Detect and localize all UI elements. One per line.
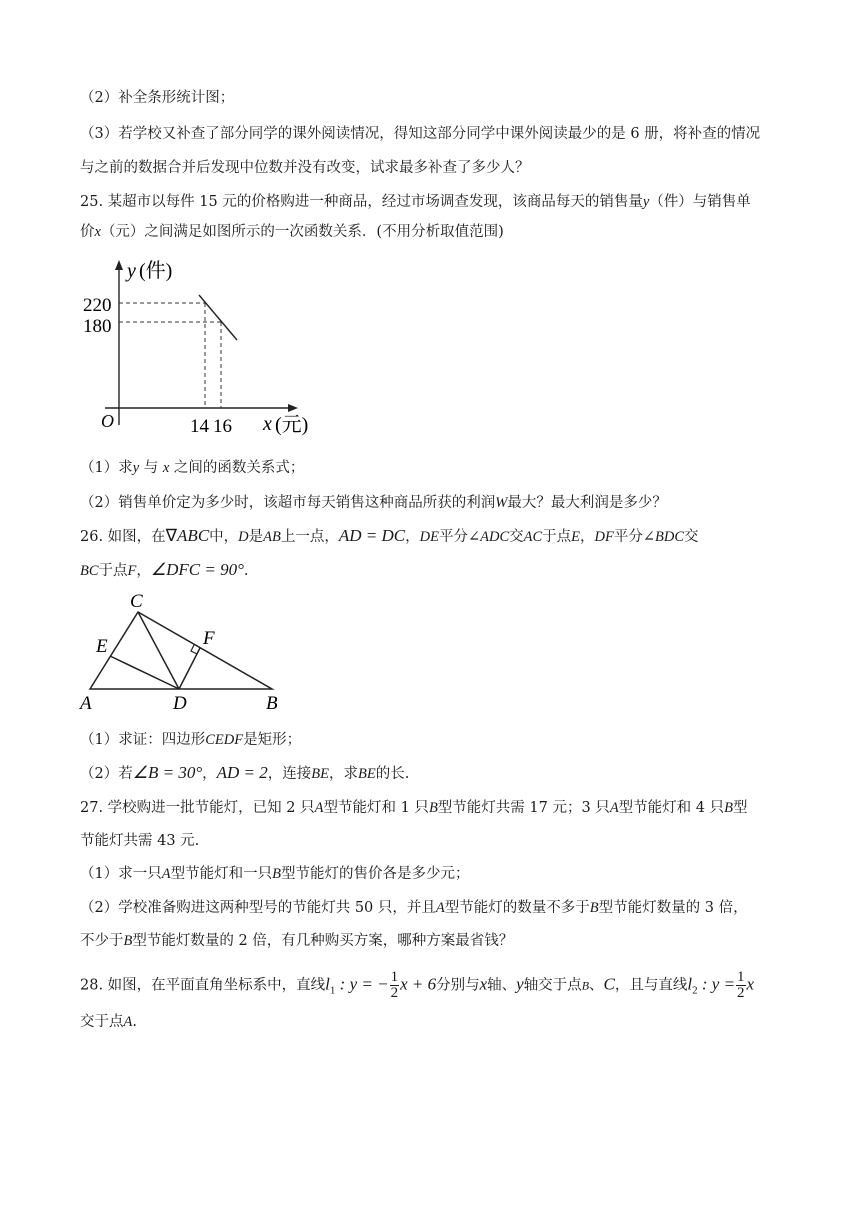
q26-stem-line2: BC于点F，∠DFC = 90°. bbox=[80, 560, 249, 579]
q27-stem-line2: 节能灯共需 43 元. bbox=[80, 833, 200, 849]
label-d: D bbox=[173, 693, 187, 714]
origin-label: O bbox=[101, 411, 114, 431]
q28-stem-line1: 28. 如图，在平面直角坐标系中，直线$l_1$ : y = − $\frac{1}{2}$ x + 6分别与x轴、y轴交于点B、C，且与直线$l_2$ : y = $\frac{1}{2}$ x bbox=[80, 969, 755, 1001]
q25-graph bbox=[83, 255, 325, 440]
y-axis-var: y bbox=[127, 260, 136, 282]
q25-stem-line2: 价x（元）之间满足如图所示的一次函数关系．(不用分析取值范围) bbox=[80, 224, 504, 240]
y-tick-180: 180 bbox=[83, 316, 112, 337]
q24-part3-line2: 与之前的数据合并后发现中位数并没有改变，试求最多补查了多少人？ bbox=[80, 160, 530, 176]
label-b: B bbox=[266, 693, 278, 714]
y-axis-unit: (件) bbox=[139, 260, 173, 282]
x-axis-unit: (元) bbox=[275, 414, 309, 436]
q27-stem-line1: 27. 学校购进一批节能灯，已知 2 只A型节能灯和 1 只B型节能灯共需 17 元；3 只A型节能灯和 4 只B型 bbox=[80, 800, 748, 816]
label-a: A bbox=[80, 693, 92, 714]
q26-stem-line1: 26. 如图，在∇ABC中，D是AB上一点，AD = DC，DE平分∠ADC交AC于点E，DF平分∠BDC交 bbox=[80, 526, 699, 545]
x-tick-16: 16 bbox=[213, 416, 232, 437]
q26-part2: （2）若∠B = 30°，AD = 2，连接BE，求BE的长. bbox=[80, 763, 410, 782]
triangle-abc bbox=[90, 612, 272, 689]
q26-part1: （1）求证：四边形CEDF是矩形； bbox=[80, 732, 302, 748]
q25-part1: （1）求y 与 x 之间的函数关系式； bbox=[80, 460, 305, 476]
x-tick-14: 14 bbox=[190, 416, 209, 437]
q25-stem-line1: 25. 某超市以每件 15 元的价格购进一种商品，经过市场调查发现，该商品每天的销售量y（件）与销售单 bbox=[80, 194, 751, 210]
y-tick-220: 220 bbox=[83, 295, 112, 316]
q24-part2: （2）补全条形统计图； bbox=[80, 90, 235, 106]
right-angle-mark bbox=[191, 645, 197, 654]
x-axis-var: x bbox=[263, 413, 272, 435]
segment-de bbox=[110, 656, 179, 689]
label-c: C bbox=[130, 591, 143, 612]
y-axis-arrow-icon bbox=[115, 260, 123, 270]
fraction-one-half: $\frac{1}{2}$ bbox=[390, 969, 399, 1001]
q24-part3-line1: （3）若学校又补查了部分同学的课外阅读情况，得知这部分同学中课外阅读最少的是 6 册，将补查的情况 bbox=[80, 126, 761, 142]
x-axis-arrow-icon bbox=[288, 404, 298, 412]
q27-part2: （2）学校准备购进这两种型号的节能灯共 50 只，并且A型节能灯的数量不多于B型节能灯数量的 3 倍， bbox=[80, 900, 748, 916]
label-e: E bbox=[96, 636, 108, 657]
fraction-one-half-2: $\frac{1}{2}$ bbox=[737, 969, 745, 1001]
q26-figure bbox=[72, 590, 292, 715]
q27-part1: （1）求一只A型节能灯和一只B型节能灯的售价各是多少元； bbox=[80, 866, 470, 882]
label-f: F bbox=[203, 628, 215, 649]
q25-part2: （2）销售单价定为多少时，该超市每天销售这种商品所获的利润W最大？最大利润是多少？ bbox=[80, 495, 667, 511]
q28-stem-line2: 交于点A. bbox=[80, 1014, 137, 1030]
q27-part3: 不少于B型节能灯数量的 2 倍，有几种购买方案，哪种方案最省钱？ bbox=[80, 933, 514, 949]
